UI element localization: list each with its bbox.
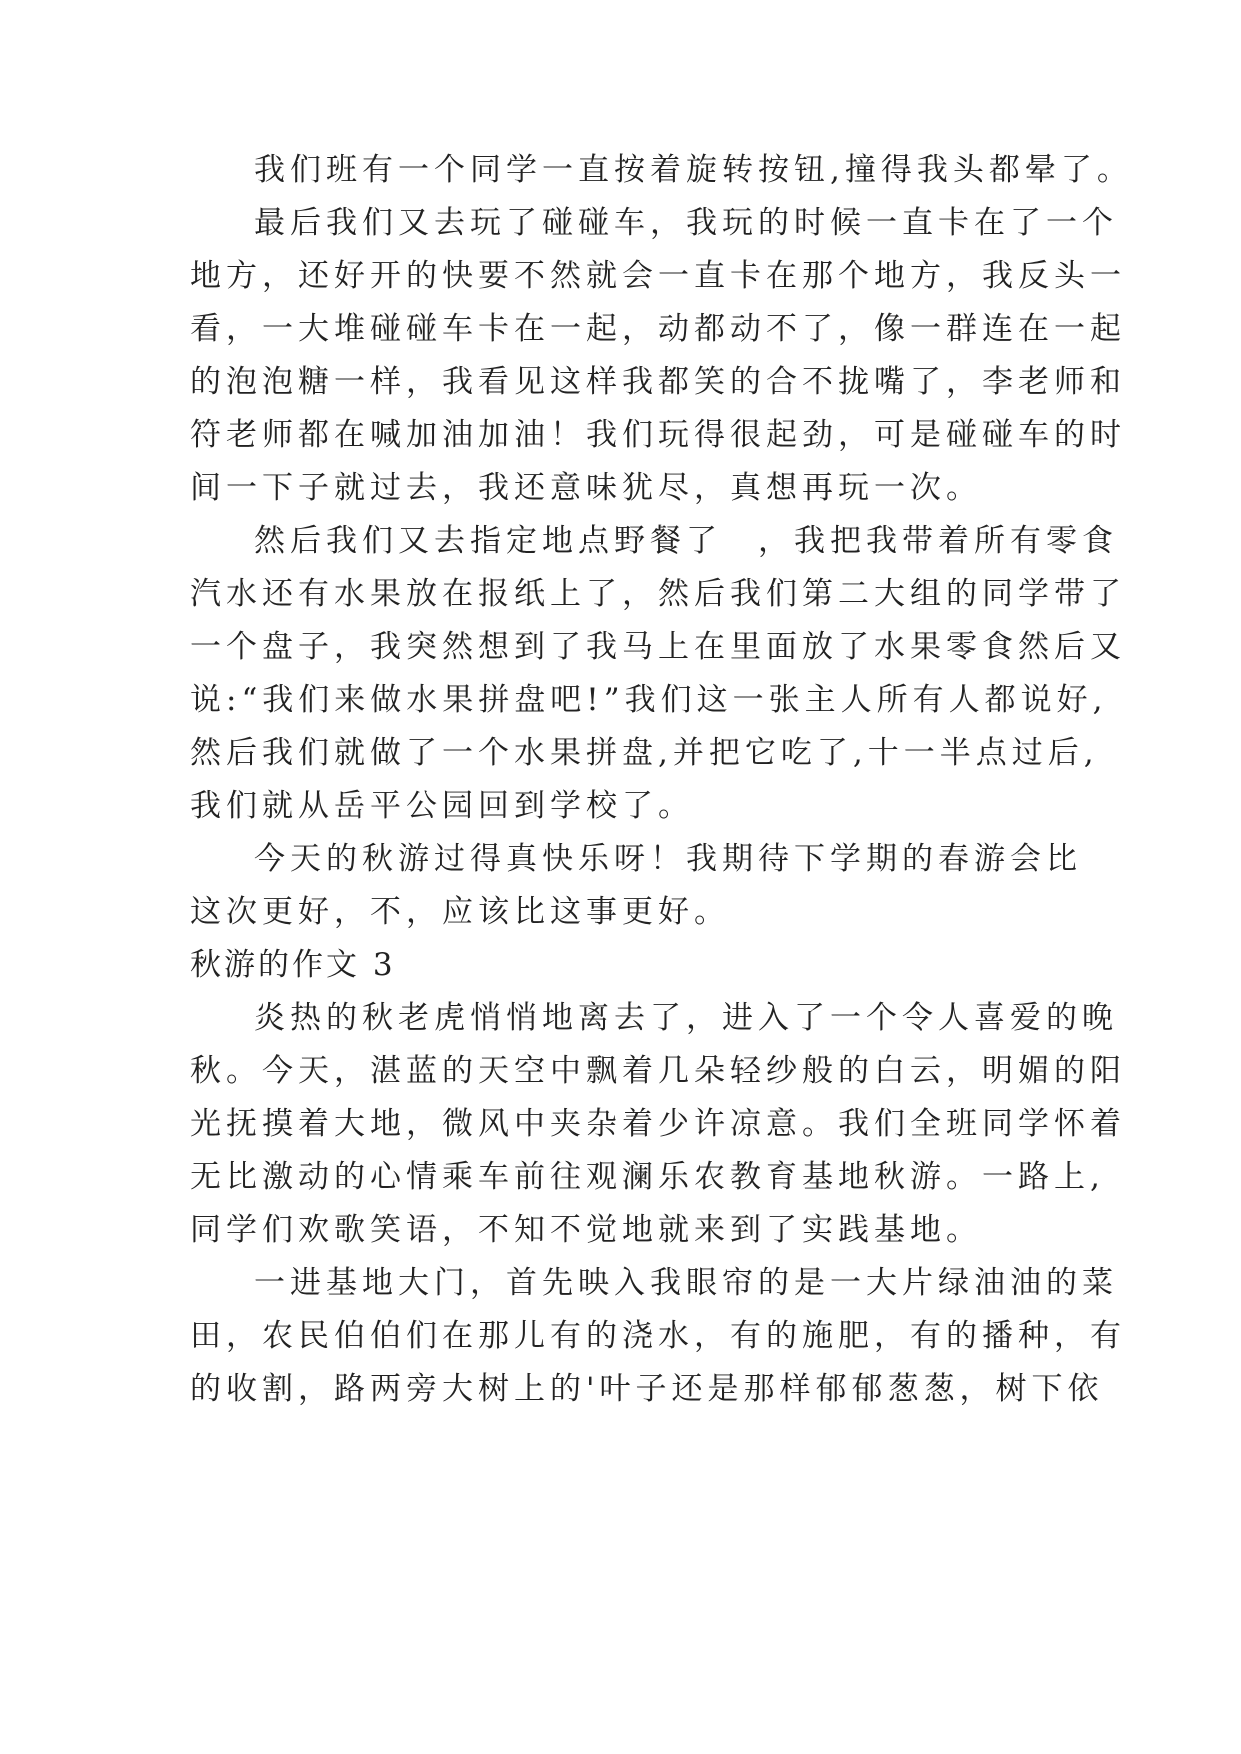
text-line: 符老师都在喊加油加油！我们玩得很起劲，可是碰碰车的时 bbox=[190, 417, 1126, 453]
text-line: 最后我们又去玩了碰碰车，我玩的时候一直卡在了一个 bbox=[254, 205, 1118, 241]
text-line: 间一下子就过去，我还意味犹尽，真想再玩一次。 bbox=[190, 470, 982, 506]
text-line: 我们就从岳平公园回到学校了。 bbox=[190, 788, 694, 824]
text-line: 一个盘子，我突然想到了我马上在里面放了水果零食然后又 bbox=[190, 629, 1126, 665]
text-line: 然后我们又去指定地点野餐了 ，我把我带着所有零食 bbox=[254, 523, 1118, 559]
text-line: 地方，还好开的快要不然就会一直卡在那个地方，我反头一 bbox=[190, 258, 1126, 294]
text-line: 看，一大堆碰碰车卡在一起，动都动不了，像一群连在一起 bbox=[190, 311, 1126, 347]
text-line: 同学们欢歌笑语，不知不觉地就来到了实践基地。 bbox=[190, 1212, 982, 1248]
text-line: 的泡泡糖一样，我看见这样我都笑的合不拢嘴了，李老师和 bbox=[190, 364, 1126, 400]
section-heading: 秋游的作文 3 bbox=[190, 947, 396, 983]
text-line: 然后我们就做了一个水果拼盘,并把它吃了,十一半点过后, bbox=[190, 735, 1099, 771]
text-line: 说:“我们来做水果拼盘吧!”我们这一张主人所有人都说好, bbox=[190, 682, 1108, 718]
text-line: 我们班有一个同学一直按着旋转按钮,撞得我头都晕了。 bbox=[254, 152, 1133, 188]
text-line: 炎热的秋老虎悄悄地离去了，进入了一个令人喜爱的晚 bbox=[254, 1000, 1118, 1036]
text-line: 汽水还有水果放在报纸上了，然后我们第二大组的同学带了 bbox=[190, 576, 1126, 612]
text-line: 的收割，路两旁大树上的'叶子还是那样郁郁葱葱，树下依 bbox=[190, 1371, 1104, 1407]
text-line: 今天的秋游过得真快乐呀！我期待下学期的春游会比 bbox=[254, 841, 1082, 877]
text-line: 一进基地大门，首先映入我眼帘的是一大片绿油油的菜 bbox=[254, 1265, 1118, 1301]
text-line: 这次更好，不，应该比这事更好。 bbox=[190, 894, 730, 930]
text-line: 田，农民伯伯们在那儿有的浇水，有的施肥，有的播种，有 bbox=[190, 1318, 1126, 1354]
text-line: 秋。今天，湛蓝的天空中飘着几朵轻纱般的白云，明媚的阳 bbox=[190, 1053, 1126, 1089]
text-line: 光抚摸着大地，微风中夹杂着少许凉意。我们全班同学怀着 bbox=[190, 1106, 1126, 1142]
text-line: 无比激动的心情乘车前往观澜乐农教育基地秋游。一路上, bbox=[190, 1159, 1105, 1195]
